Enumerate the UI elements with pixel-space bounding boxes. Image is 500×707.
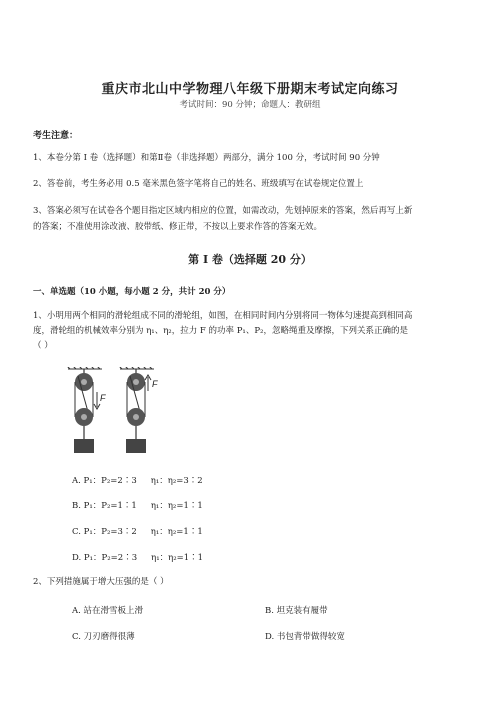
q2-option-d[interactable]: D. 书包背带做得较宽 xyxy=(265,632,345,642)
q1-option-b-efficiency: η₁：η₂=1∶1 xyxy=(150,501,203,511)
q1-option-d-efficiency: η₁：η₂=1∶1 xyxy=(151,553,204,563)
q1-option-c-efficiency: η₁：η₂=1∶1 xyxy=(150,527,203,537)
section-title: 第 I 卷（选择题 20 分） xyxy=(188,253,312,266)
q1-option-c[interactable] xyxy=(72,525,203,537)
q2-option-a[interactable]: A. 站在滑雪板上滑 xyxy=(72,606,144,616)
part-title: 一、单选题（10 小题，每小题 2 分，共计 20 分） xyxy=(33,287,231,297)
question-1-line-3: （ ） xyxy=(33,341,53,351)
page-title: 重庆市北山中学物理八年级下册期末考试定向练习 xyxy=(101,82,399,97)
q1-option-a[interactable] xyxy=(72,474,203,486)
question-1-line-1: 1、小明用两个相同的滑轮组成不同的滑轮组，如图，在相同时间内分别将同一物体匀速提高到相同高 xyxy=(33,311,413,321)
weight-left xyxy=(74,439,94,453)
q1-option-d-power: D. P₁：P₂=2∶3 xyxy=(72,553,138,563)
q2-option-b[interactable]: B. 坦克装有履带 xyxy=(265,606,328,616)
force-label-left: F xyxy=(100,393,106,403)
q1-option-c-power: C. P₁：P₂=3∶2 xyxy=(72,527,137,537)
question-1-line-2: 度，滑轮组的机械效率分别为 η₁、η₂，拉力 F 的功率 P₁、P₂，忽略绳重及摩擦，下列关系正确的是 xyxy=(33,326,408,336)
ceiling-right xyxy=(119,367,154,369)
exam-subtitle: 考试时间：90 分钟；命题人：教研组 xyxy=(179,100,321,110)
notice-item-1: 1、本卷分第 I 卷（选择题）和第Ⅱ卷（非选择题）两部分，满分 100 分，考试时间 90 分钟 xyxy=(33,153,380,163)
weight-right xyxy=(126,439,146,453)
notice-item-2: 2、答卷前，考生务必用 0.5 毫米黑色签字笔将自己的姓名、班级填写在试卷规定位置上 xyxy=(33,179,364,189)
ceiling-left xyxy=(67,367,102,369)
force-label-right: F xyxy=(152,379,158,389)
notice-item-3-cont: 的答案；不准使用涂改液、胶带纸、修正带，不按以上要求作答的答案无效。 xyxy=(33,222,323,232)
q1-option-a-power: A. P₁：P₂=2∶3 xyxy=(72,476,137,486)
pulley-figure xyxy=(64,367,164,457)
q1-option-b[interactable] xyxy=(72,499,203,511)
question-1 xyxy=(33,309,473,354)
q1-option-b-power: B. P₁：P₂=1∶1 xyxy=(72,501,137,511)
q1-option-d[interactable] xyxy=(72,551,203,563)
notice-heading: 考生注意： xyxy=(33,131,79,141)
question-2: 2、下列措施属于增大压强的是（ ） xyxy=(33,577,169,587)
q1-option-a-efficiency: η₁：η₂=3∶2 xyxy=(150,476,203,486)
notice-item-3: 3、答案必须写在试卷各个题目指定区域内相应的位置，如需改动，先划掉原来的答案，然后再写上新 xyxy=(33,206,413,216)
q2-option-c[interactable]: C. 刀刃磨得很薄 xyxy=(72,632,135,642)
